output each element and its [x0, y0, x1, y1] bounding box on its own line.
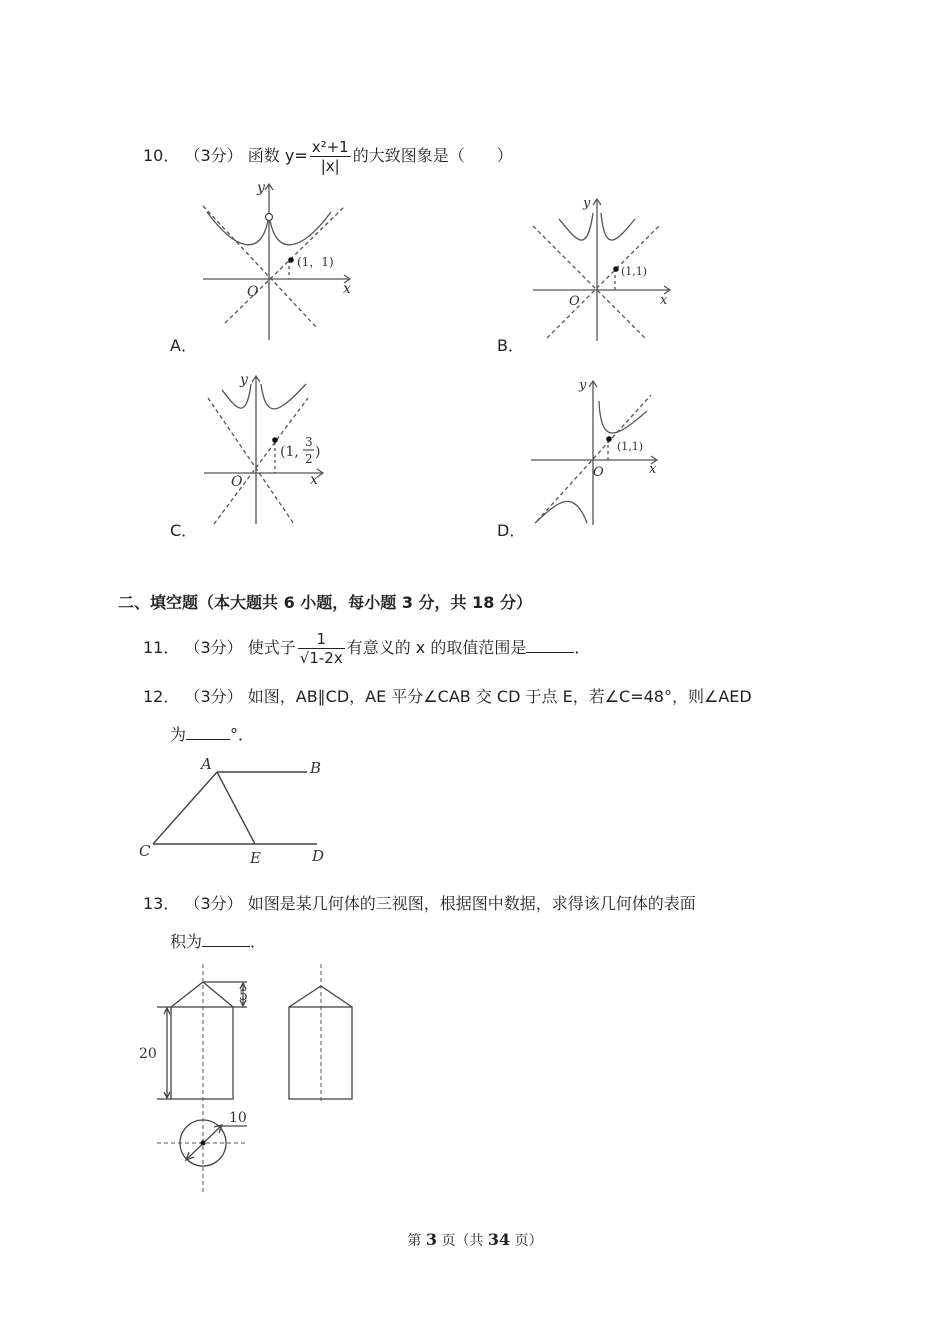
- label-e: E: [250, 849, 261, 867]
- question-11: [143, 630, 590, 667]
- dimension-top: 5: [239, 988, 248, 1004]
- y-axis-label: y: [579, 378, 587, 393]
- question-text: 积为: [170, 932, 203, 951]
- point-label-numerator: 3: [305, 435, 313, 449]
- question-13: [143, 893, 696, 915]
- question-score: （3分）: [184, 638, 243, 657]
- y-axis-label: y: [257, 180, 265, 196]
- footer-suffix: 页）: [514, 1233, 543, 1249]
- point-label: (1,1): [621, 265, 648, 278]
- y-axis-label: y: [240, 372, 248, 388]
- point-label: (1,1): [617, 440, 644, 453]
- point-label-prefix: (1,: [280, 444, 299, 460]
- section-heading: 二、填空题（本大题共 6 小题，每小题 3 分，共 18 分）: [118, 593, 532, 612]
- question-text-end: °．: [230, 725, 255, 744]
- label-b: B: [310, 759, 322, 777]
- point-label-suffix: ): [315, 444, 321, 460]
- graph-c: [198, 368, 338, 528]
- label-c: C: [139, 842, 151, 860]
- dimension-diameter: 10: [229, 1110, 247, 1126]
- label-a: A: [201, 755, 212, 773]
- figure-13: [135, 962, 365, 1194]
- fraction: [310, 138, 351, 175]
- fraction-denominator: |x|: [320, 157, 340, 175]
- question-text: 如图，AB∥CD，AE 平分∠CAB 交 CD 于点 E，若∠C=48°，则∠AED: [247, 687, 752, 706]
- answer-blank[interactable]: [526, 636, 574, 653]
- question-12-line2: [170, 723, 254, 746]
- page-total: 34: [487, 1230, 511, 1249]
- graph-a: [195, 178, 355, 343]
- question-text: 使式子: [247, 638, 296, 657]
- fraction-numerator: 1: [298, 630, 345, 649]
- question-10: [143, 138, 513, 175]
- x-axis-label: x: [660, 293, 668, 308]
- question-text: 函数 y=: [247, 146, 308, 165]
- figure-12: [135, 755, 335, 867]
- origin-label: O: [247, 284, 259, 300]
- origin-label: O: [593, 465, 604, 480]
- point-label-denominator: 2: [305, 452, 313, 466]
- fraction-denominator: √1-2x: [299, 649, 343, 667]
- y-axis-label: y: [583, 196, 591, 211]
- page-footer: [0, 1230, 950, 1250]
- option-d: D．: [497, 521, 526, 540]
- graph-d: [525, 375, 675, 530]
- footer-middle: 页（共: [441, 1233, 484, 1249]
- origin-label: O: [231, 474, 243, 490]
- dimension-height: 20: [139, 1046, 157, 1062]
- fraction-numerator: x²+1: [311, 138, 349, 156]
- graph-b: [525, 193, 675, 343]
- answer-blank[interactable]: [202, 930, 250, 947]
- question-score: （3分）: [184, 894, 243, 913]
- question-text-end: ．: [250, 932, 267, 951]
- question-13-line2: [170, 930, 266, 953]
- question-number: 12．: [143, 687, 180, 706]
- question-text: 如图是某几何体的三视图，根据图中数据，求得该几何体的表面: [247, 894, 696, 913]
- page-number: 3: [425, 1230, 437, 1249]
- question-number: 10．: [143, 146, 180, 165]
- option-b: B．: [497, 336, 524, 355]
- option-a: A．: [170, 336, 197, 355]
- question-text-end: 有意义的 x 的取值范围是: [346, 638, 527, 657]
- point-label: (1，1): [297, 255, 334, 269]
- x-axis-label: x: [310, 472, 318, 488]
- question-number: 13．: [143, 894, 180, 913]
- question-score: （3分）: [184, 146, 243, 165]
- question-12: [143, 686, 752, 708]
- x-axis-label: x: [649, 462, 657, 477]
- question-text: 为: [170, 725, 187, 744]
- question-period: ．: [574, 638, 591, 657]
- footer-prefix: 第: [407, 1233, 422, 1249]
- question-text-end: 的大致图象是（ ）: [352, 146, 513, 165]
- answer-blank[interactable]: [186, 723, 230, 740]
- fraction: [298, 630, 345, 667]
- x-axis-label: x: [343, 281, 351, 297]
- label-d: D: [312, 847, 325, 865]
- origin-label: O: [569, 294, 580, 309]
- option-c: C．: [170, 521, 198, 540]
- question-score: （3分）: [184, 687, 243, 706]
- question-number: 11．: [143, 638, 180, 657]
